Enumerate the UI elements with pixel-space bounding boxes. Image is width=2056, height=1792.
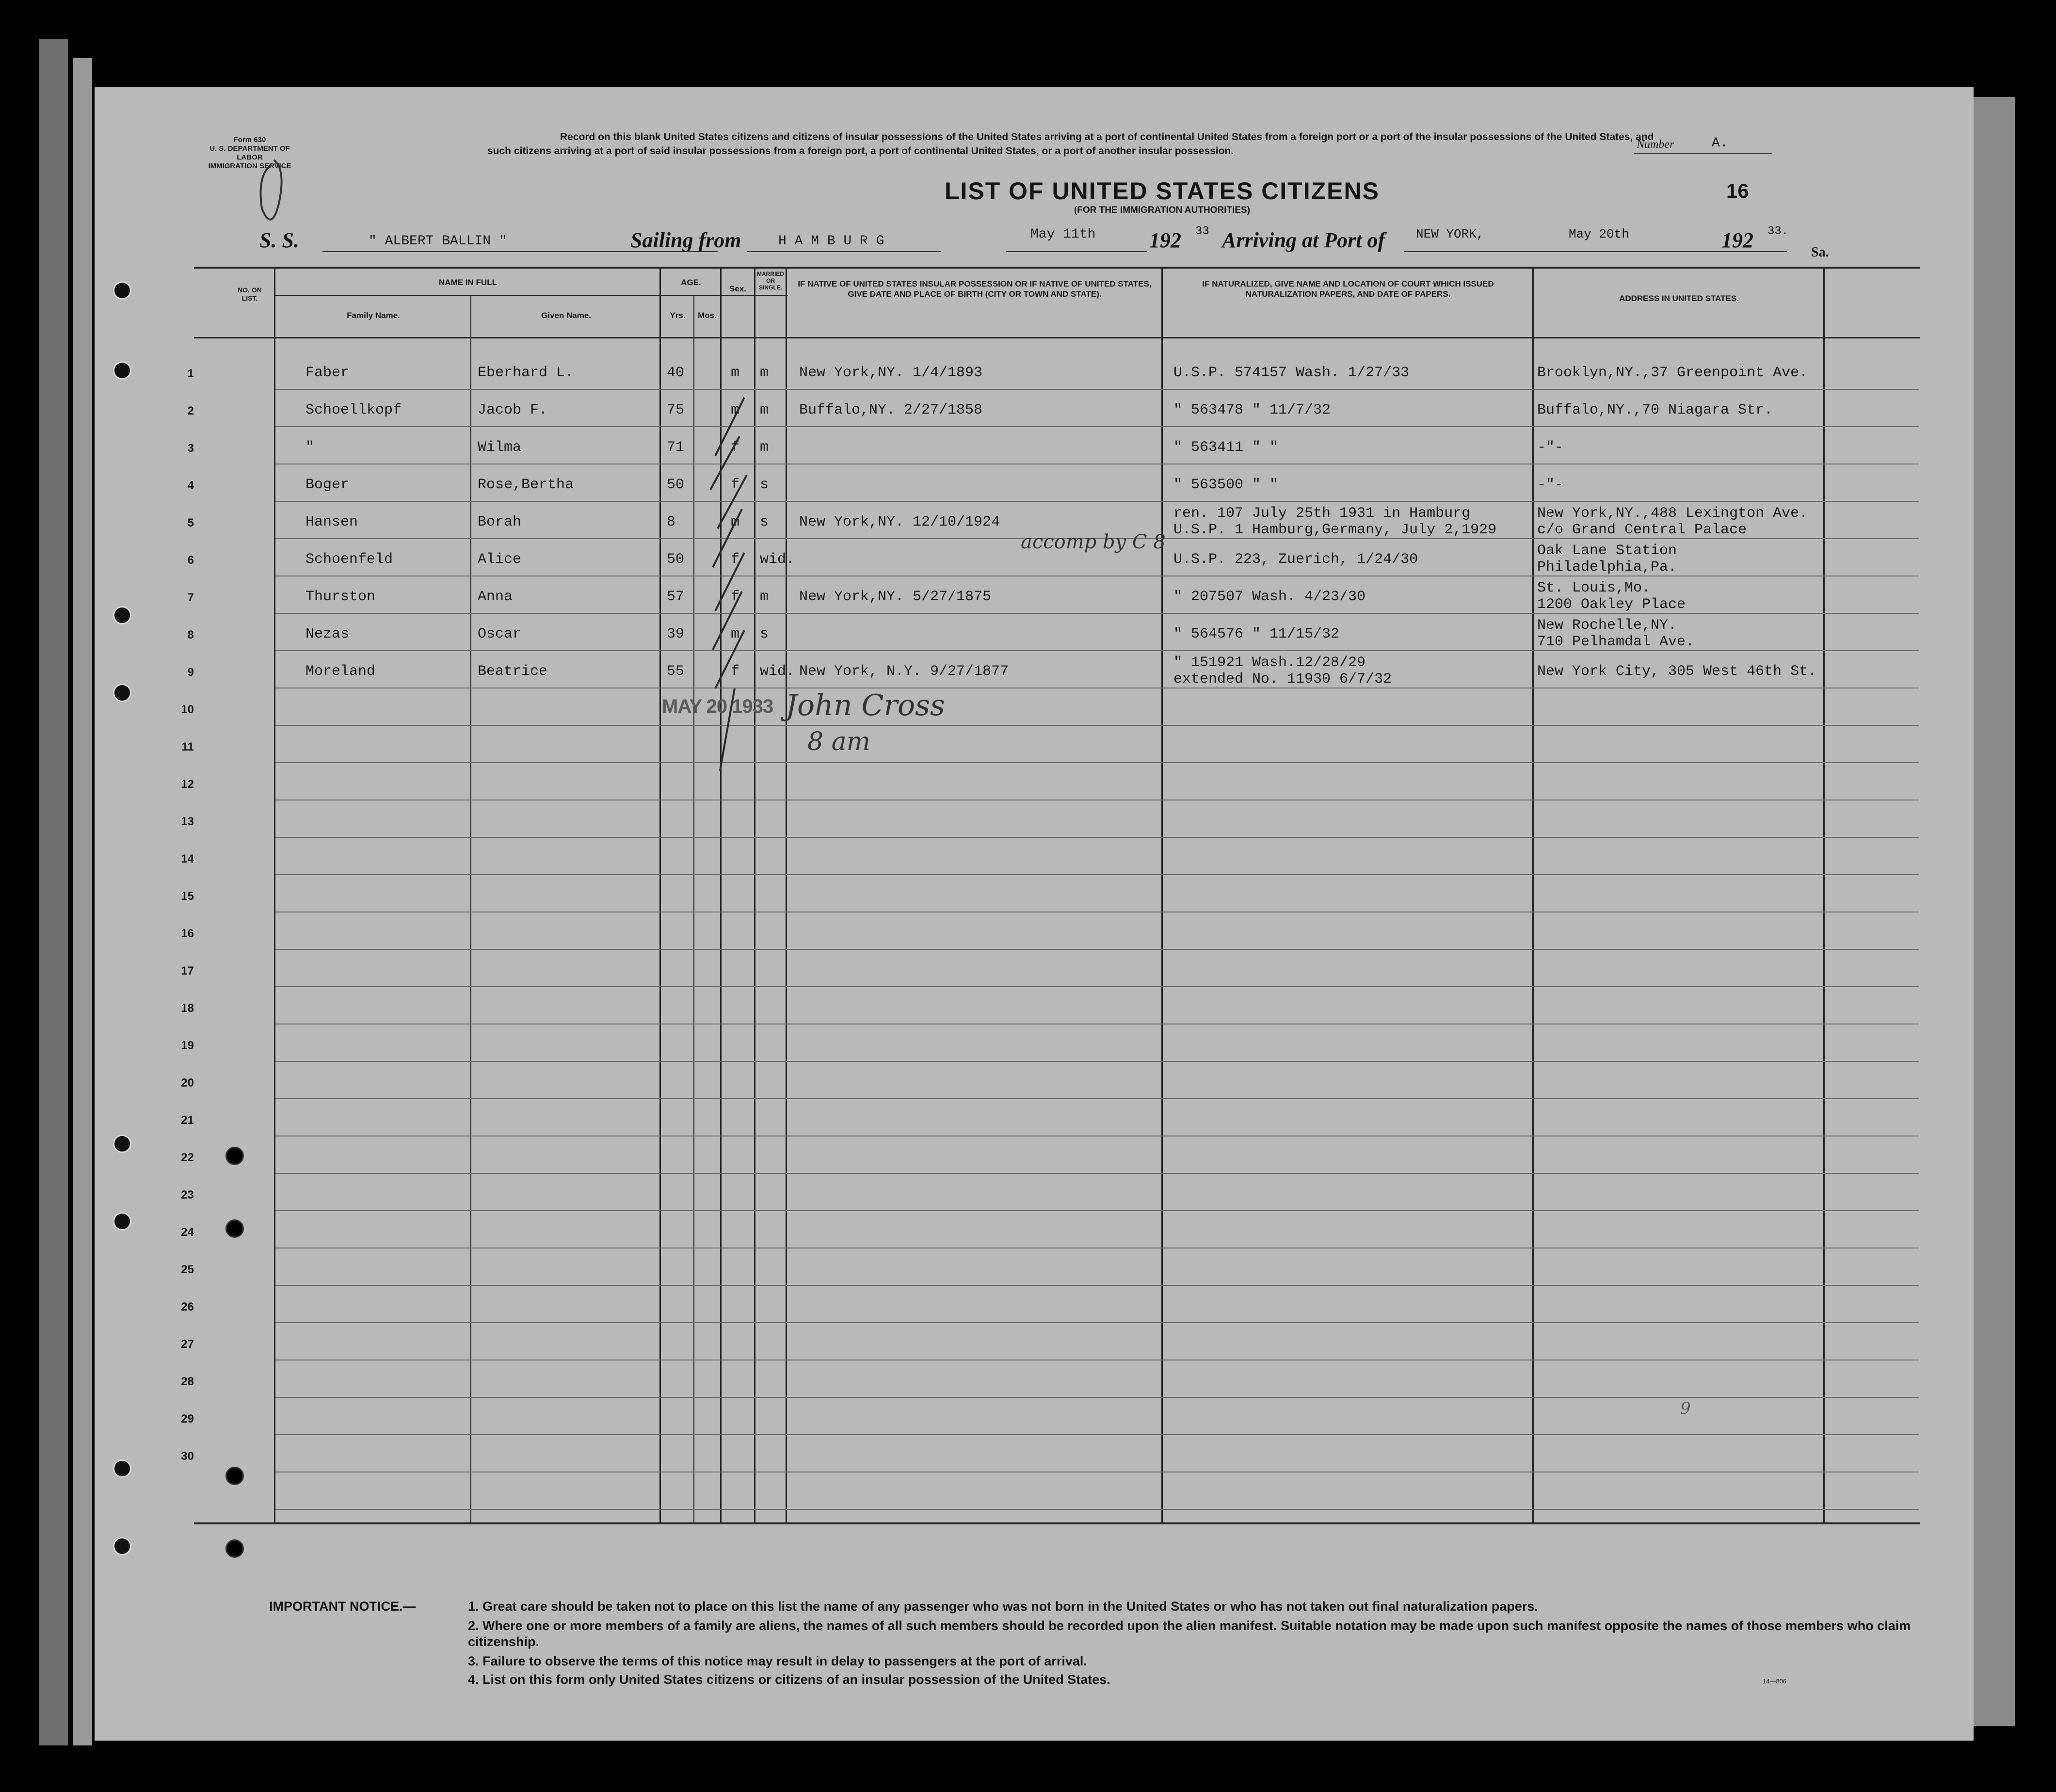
row-number: 6 <box>187 554 194 567</box>
empty-row-number: 13 <box>181 815 194 828</box>
address-cell: -"- <box>1537 477 1564 493</box>
given-name-cell: Oscar <box>478 626 522 642</box>
age-years-cell: 40 <box>667 365 685 381</box>
sex-cell: m <box>731 514 740 530</box>
age-years-cell: 71 <box>667 439 685 456</box>
family-name-cell: Faber <box>305 365 350 381</box>
instructions: Record on this blank United States citizens and citizens of insular possessions of the United States arriving at a port of continental United States from a foreign port or a port of the insular possessions of the United States, and such citizens arriving at a port of said insular possessions from a foreign port, a port of continental United States, or a port of another insular possession. <box>487 131 1654 157</box>
row5-handwritten-note: accomp by C 8 <box>1021 531 1166 553</box>
given-name-cell: Anna <box>478 589 513 605</box>
binder-hole <box>113 1459 131 1478</box>
sex-cell: f <box>731 439 740 456</box>
empty-row-number: 28 <box>181 1375 194 1388</box>
address-cell-line2: 710 Pelhamdal Ave. <box>1537 634 1695 650</box>
naturalization-cell: " 564576 " 11/15/32 <box>1173 626 1340 642</box>
empty-row-number: 15 <box>181 890 194 903</box>
form-number: Form 630 <box>233 136 266 144</box>
address-cell: New York,NY.,488 Lexington Ave. <box>1537 505 1808 522</box>
binder-hole <box>113 281 131 300</box>
department: U. S. DEPARTMENT OF LABOR <box>209 144 290 161</box>
birth-place-date-cell: New York,NY. 1/4/1893 <box>799 365 983 381</box>
address-cell-line2: 1200 Oakley Place <box>1537 596 1686 613</box>
depart-date: May 11th <box>1030 227 1096 242</box>
empty-row-number: 12 <box>181 778 194 791</box>
empty-row-number: 24 <box>181 1226 194 1239</box>
ditto-check-strokes <box>710 398 747 771</box>
family-name-cell: Moreland <box>305 663 376 680</box>
naturalization-cell: " 563411 " " <box>1173 439 1279 456</box>
sex-cell: m <box>731 402 740 418</box>
arrive-date: May 20th <box>1569 227 1629 241</box>
empty-row-number: 21 <box>181 1114 194 1127</box>
handwritten-strokes <box>95 87 1974 1741</box>
family-name-cell: Schoenfeld <box>305 551 393 568</box>
empty-row-number: 18 <box>181 1002 194 1015</box>
given-name-cell: Borah <box>478 514 522 530</box>
given-name-cell: Rose,Bertha <box>478 477 574 493</box>
binder-strip <box>73 58 92 1745</box>
header-married: MARRIED OR SINGLE. <box>757 271 784 291</box>
marital-status-cell: m <box>760 589 769 605</box>
row-number: 1 <box>187 367 194 380</box>
year-suffix-2: 33. <box>1767 225 1789 238</box>
year-prefix-2: 192 <box>1721 228 1753 252</box>
binder-hole <box>225 1147 244 1165</box>
number-label: Number <box>1637 138 1674 151</box>
age-years-cell: 55 <box>667 663 685 680</box>
naturalization-cell: " 207507 Wash. 4/23/30 <box>1173 589 1366 605</box>
arriving-label: Arriving at Port of <box>1222 228 1385 252</box>
header-given-name: Given Name. <box>541 311 591 320</box>
naturalization-cell: " 563500 " " <box>1173 477 1279 493</box>
arrive-port: NEW YORK, <box>1416 227 1484 241</box>
binder-hole <box>113 684 131 702</box>
address-cell: -"- <box>1537 439 1564 456</box>
next-page-edge <box>1974 97 2015 1726</box>
header-mos: Mos. <box>698 311 717 320</box>
empty-row-number: 16 <box>181 927 194 940</box>
empty-row-number: 29 <box>181 1412 194 1425</box>
notice-item-4: 4. List on this form only United States citizens or citizens of an insular possession of the United States. <box>468 1672 1110 1687</box>
age-years-cell: 50 <box>667 477 685 493</box>
row-number: 2 <box>187 404 194 417</box>
birth-place-date-cell: New York,NY. 12/10/1924 <box>799 514 1000 530</box>
marital-status-cell: m <box>760 402 769 418</box>
sex-cell: f <box>731 589 740 605</box>
row-number: 8 <box>187 628 194 641</box>
empty-row-number: 20 <box>181 1076 194 1089</box>
header-age: AGE. <box>681 278 701 287</box>
handwritten-time: 8 am <box>807 727 870 756</box>
handwritten-mark: 9 <box>1680 1399 1691 1418</box>
header-family-name: Family Name. <box>347 311 400 320</box>
sex-cell: f <box>731 551 740 568</box>
marital-status-cell: s <box>760 514 769 530</box>
address-cell: St. Louis,Mo. <box>1537 580 1651 596</box>
binder-hole <box>225 1219 244 1238</box>
empty-row-number: 11 <box>181 740 194 753</box>
address-cell: New Rochelle,NY. <box>1537 617 1677 634</box>
marital-status-cell: m <box>760 365 769 381</box>
empty-row-number: 23 <box>181 1188 194 1201</box>
corner-check-mark <box>261 160 282 220</box>
given-name-cell: Jacob F. <box>478 402 548 418</box>
from-port: H A M B U R G <box>778 234 884 249</box>
age-years-cell: 39 <box>667 626 685 642</box>
birth-place-date-cell: New York,NY. 5/27/1875 <box>799 589 992 605</box>
marital-status-cell: s <box>760 626 769 642</box>
ship-name: " ALBERT BALLIN " <box>369 234 507 249</box>
binder-hole <box>113 1537 131 1555</box>
page-title: LIST OF UNITED STATES CITIZENS <box>944 177 1380 205</box>
arrival-date-stamp: MAY 20 1933 <box>662 696 773 717</box>
empty-row-number: 19 <box>181 1039 194 1052</box>
row-number: 3 <box>187 442 194 455</box>
notice-item-1: 1. Great care should be taken not to place on this list the name of any passenger who was not born in the United States or who has not taken out final naturalization papers. <box>468 1599 1538 1614</box>
sex-cell: f <box>731 477 740 493</box>
given-name-cell: Alice <box>478 551 522 568</box>
form-code: 14—806 <box>1763 1678 1787 1685</box>
sex-cell: m <box>731 626 740 642</box>
sex-cell: m <box>731 365 740 381</box>
age-years-cell: 57 <box>667 589 685 605</box>
naturalization-cell: ren. 107 July 25th 1931 in Hamburg <box>1173 505 1471 522</box>
family-name-cell: Schoellkopf <box>305 402 402 418</box>
binder-hole <box>113 1212 131 1231</box>
address-cell: Oak Lane Station <box>1537 543 1677 559</box>
empty-row-number: 10 <box>181 703 194 716</box>
empty-row-number: 22 <box>181 1151 194 1164</box>
family-name-cell: Hansen <box>305 514 358 530</box>
header-name-in-full: NAME IN FULL <box>439 278 497 287</box>
naturalization-cell-line2: U.S.P. 1 Hamburg,Germany, July 2,1929 <box>1173 522 1497 538</box>
sailing-label: Sailing from <box>630 228 741 252</box>
marital-status-cell: wid. <box>760 663 795 680</box>
row-number: 5 <box>187 516 194 529</box>
inspector-signature: John Cross <box>786 688 945 722</box>
empty-row-number: 25 <box>181 1263 194 1276</box>
header-no: NO. ON LIST. <box>238 286 262 302</box>
header-naturalized: IF NATURALIZED, GIVE NAME AND LOCATION OF COURT WHICH ISSUED NATURALIZATION PAPERS, AND DATE OF PAPERS. <box>1202 279 1494 299</box>
family-name-cell: Thurston <box>305 589 376 605</box>
header-address: ADDRESS IN UNITED STATES. <box>1619 294 1739 303</box>
address-cell-line2: Philadelphia,Pa. <box>1537 559 1677 576</box>
address-cell: New York City, 305 West 46th St. <box>1537 663 1817 680</box>
empty-row-number: 30 <box>181 1450 194 1463</box>
naturalization-cell: " 151921 Wash.12/28/29 <box>1173 655 1366 671</box>
empty-row-number: 14 <box>181 852 194 865</box>
marital-status-cell: m <box>760 439 769 456</box>
binder-hole <box>113 1135 131 1153</box>
binder-hole <box>113 606 131 624</box>
page-number: 16 <box>1726 179 1749 202</box>
family-name-cell: Nezas <box>305 626 350 642</box>
header-yrs: Yrs. <box>670 311 686 320</box>
marital-status-cell: wid. <box>760 551 795 568</box>
notice-item-3: 3. Failure to observe the terms of this notice may result in delay to passengers at the port of arrival. <box>468 1654 1087 1668</box>
birth-place-date-cell: Buffalo,NY. 2/27/1858 <box>799 402 983 418</box>
manifest-page <box>95 87 1974 1741</box>
age-years-cell: 50 <box>667 551 685 568</box>
binder-hole <box>225 1467 244 1485</box>
binder-edge <box>39 39 68 1745</box>
row-number: 7 <box>187 591 194 604</box>
marital-status-cell: s <box>760 477 769 493</box>
given-name-cell: Eberhard L. <box>478 365 574 381</box>
naturalization-cell-line2: extended No. 11930 6/7/32 <box>1173 671 1392 688</box>
notice-label-text: IMPORTANT NOTICE.— <box>269 1599 416 1614</box>
naturalization-cell: U.S.P. 223, Zuerich, 1/24/30 <box>1173 551 1418 568</box>
ss-label: S. S. <box>259 228 299 252</box>
birth-place-date-cell: New York, N.Y. 9/27/1877 <box>799 663 1009 680</box>
family-name-cell: Boger <box>305 477 350 493</box>
sa-mark: Sa. <box>1811 245 1829 260</box>
empty-row-number: 27 <box>181 1338 194 1351</box>
notice-label <box>269 1599 416 1615</box>
service: IMMIGRATION SERVICE <box>208 162 291 170</box>
year-suffix: 33 <box>1195 225 1209 238</box>
sex-cell: f <box>731 663 740 680</box>
row-number: 4 <box>187 479 194 492</box>
notice-item-2: 2. Where one or more members of a family are aliens, the names of all such members should be recorded upon the alien manifest. Suitable notation may be made upon such manifest opposite the names of those members who claim citizenship. <box>468 1618 1911 1649</box>
empty-row-number: 26 <box>181 1300 194 1313</box>
header-sex: Sex. <box>729 284 746 293</box>
number-value: A. <box>1712 136 1728 151</box>
empty-row-number: 17 <box>181 964 194 977</box>
given-name-cell: Wilma <box>478 439 522 456</box>
address-cell: Brooklyn,NY.,37 Greenpoint Ave. <box>1537 365 1808 381</box>
year-prefix: 192 <box>1149 228 1181 252</box>
age-years-cell: 8 <box>667 514 676 530</box>
binder-hole <box>225 1539 244 1558</box>
naturalization-cell: " 563478 " 11/7/32 <box>1173 402 1331 418</box>
family-name-cell: " <box>305 439 315 456</box>
naturalization-cell: U.S.P. 574157 Wash. 1/27/33 <box>1173 365 1410 381</box>
row-number: 9 <box>187 666 194 679</box>
address-cell: Buffalo,NY.,70 Niagara Str. <box>1537 402 1773 418</box>
header-native: IF NATIVE OF UNITED STATES INSULAR POSSESSION OR IF NATIVE OF UNITED STATES, GIVE DATE AND PLACE OF BIRTH (CITY OR TOWN AND STATE). <box>798 279 1152 299</box>
address-cell-line2: c/o Grand Central Palace <box>1537 522 1747 538</box>
page-subtitle: (FOR THE IMMIGRATION AUTHORITIES) <box>1074 205 1251 215</box>
age-years-cell: 75 <box>667 402 685 418</box>
given-name-cell: Beatrice <box>478 663 548 680</box>
binder-hole <box>113 361 131 380</box>
